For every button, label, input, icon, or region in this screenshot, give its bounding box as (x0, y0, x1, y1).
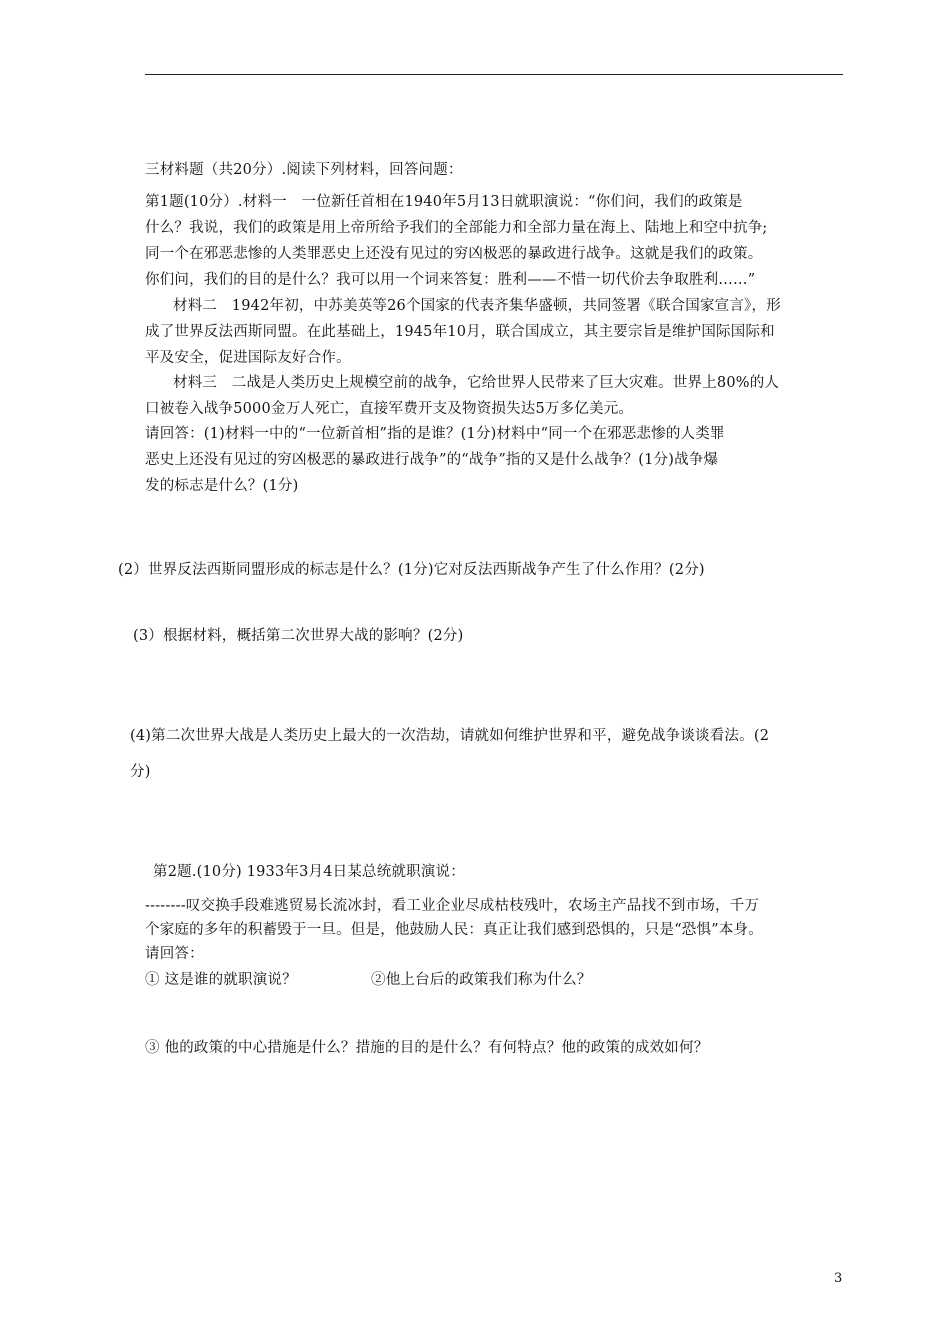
q2-item-3: ③ 他的政策的中心措施是什么？措施的目的是什么？有何特点？他的政策的成效如何？ (145, 1040, 709, 1056)
material2-line: 平及安全，促进国际友好合作。 (145, 350, 351, 366)
section-heading: 三材料题（共20分）.阅读下列材料，回答问题： (145, 162, 463, 178)
q1-intro-line: 同一个在邪恶悲惨的人类罪恶史上还没有见过的穷凶极恶的暴政进行战争。这就是我们的政策。 (145, 246, 763, 262)
q2-quote-line: --------叹交换手段难逃贸易长流冰封，看工业企业尽成枯枝残叶，农场主产品找不到市场，千万 (145, 898, 760, 914)
q1-intro-line: 什么？我说，我们的政策是用上帝所给予我们的全部能力和全部力量在海上、陆地上和空中抗争; (145, 220, 768, 236)
q2-title: 第2题.(10分) 1933年3月4日某总统就职演说： (153, 864, 465, 880)
q2-item-2: ②他上台后的政策我们称为什么？ (371, 972, 592, 988)
q1-ask-line: 恶史上还没有见过的穷凶极恶的暴政进行战争”的“战争”指的又是什么战争？(1分)战争爆 (145, 452, 719, 468)
q2-item-1: ① 这是谁的就职演说？ (145, 972, 297, 988)
q1-ask-line: 发的标志是什么？(1分) (145, 478, 299, 494)
page-number: 3 (834, 1271, 843, 1286)
header-rule (145, 74, 843, 75)
material2-line: 材料二 1942年初，中苏美英等26个国家的代表齐集华盛顿，共同签署《联合国家宣言》，形 (173, 298, 781, 314)
material3-line: 材料三 二战是人类历史上规模空前的战争，它给世界人民带来了巨大灾难。世界上80%的人 (173, 375, 780, 391)
q1-intro-line: 第1题(10分）.材料一 一位新任首相在1940年5月13日就职演说：“你们问，我们的政策是 (145, 194, 743, 210)
q1-sub3: (3）根据材料，概括第二次世界大战的影响？(2分) (133, 628, 464, 644)
q2-ask: 请回答： (145, 946, 204, 962)
q1-sub2: (2）世界反法西斯同盟形成的标志是什么？(1分)它对反法西斯战争产生了什么作用？(2分) (118, 562, 705, 578)
material3-line: 口被卷入战争5000金万人死亡，直接军费开支及物资损失达5万多亿美元。 (145, 401, 634, 417)
q1-intro-line: 你们问，我们的目的是什么？我可以用一个词来答复：胜利——不惜一切代价去争取胜利……” (145, 272, 756, 288)
q1-sub4-line: 分) (130, 764, 151, 780)
q2-quote-line: 个家庭的多年的积蓄毁于一旦。但是，他鼓励人民：真正让我们感到恐惧的，只是“恐惧”本身。 (145, 922, 763, 938)
material2-line: 成了世界反法西斯同盟。在此基础上，1945年10月，联合国成立，其主要宗旨是维护国际国际和 (145, 324, 775, 340)
q1-ask-line: 请回答：(1)材料一中的“一位新首相”指的是谁？(1分)材料中“同一个在邪恶悲惨的人类罪 (145, 426, 725, 442)
q1-sub4-line: (4)第二次世界大战是人类历史上最大的一次浩劫，请就如何维护世界和平，避免战争谈谈看法。(2 (130, 728, 770, 744)
